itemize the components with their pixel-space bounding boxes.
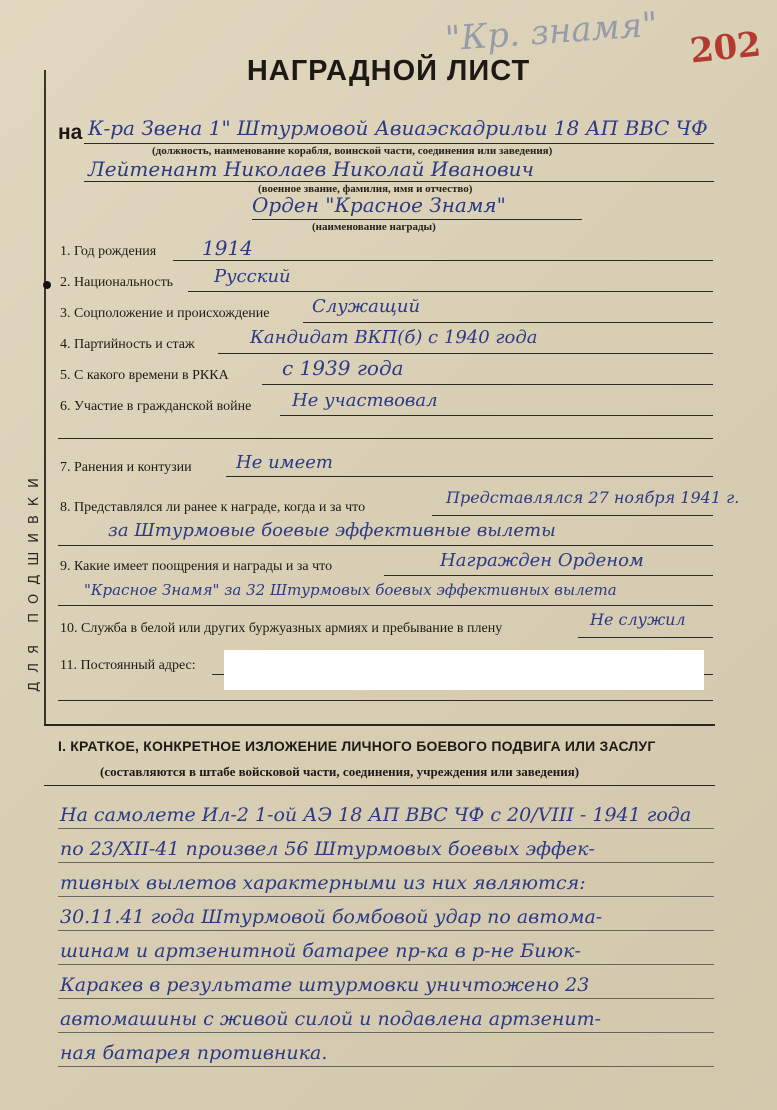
narrative-line-5: шинам и артзенитной батарее пр-ка в р-не Биюк- <box>60 940 581 962</box>
q2-label: 2. Национальность <box>60 275 174 290</box>
q10-line <box>578 637 713 638</box>
award-caption: (наименование награды) <box>312 221 436 233</box>
narrative-rule <box>58 828 714 829</box>
q11-line2 <box>58 700 713 701</box>
section-divider-bottom <box>44 785 715 786</box>
q6-line <box>280 415 713 416</box>
q8-line2 <box>58 545 713 546</box>
q2-line <box>188 291 713 292</box>
q4-answer: Кандидат ВКП(б) с 1940 года <box>250 327 538 348</box>
q9-answer: Награжден Орденом <box>440 550 644 571</box>
q11-label: 11. Постоянный адрес: <box>60 658 196 673</box>
narrative-rule <box>58 930 714 931</box>
rank-name-value: Лейтенант Николаев Николай Иванович <box>88 157 534 181</box>
binding-margin-label: ДЛЯ ПОДШИВКИ <box>26 468 42 692</box>
q7-answer: Не имеет <box>236 452 333 473</box>
q5-label: 5. С какого времени в РККА <box>60 368 229 383</box>
q1-label: 1. Год рождения <box>60 244 157 259</box>
narrative-rule <box>58 862 714 863</box>
narrative-line-2: по 23/XII-41 произвел 56 Штурмовых боевых эффек- <box>60 838 595 860</box>
narrative-rule <box>58 998 714 999</box>
q2-answer: Русский <box>214 266 291 287</box>
narrative-line-8: ная батарея противника. <box>60 1042 328 1064</box>
narrative-line-1: На самолете Ил-2 1-ой АЭ 18 АП ВВС ЧФ с 20/VIII - 1941 года <box>60 804 692 826</box>
q9-line2 <box>58 605 713 606</box>
q7-line <box>226 476 713 477</box>
narrative-line-3: тивных вылетов характерными из них являются: <box>60 872 586 894</box>
position-value: К-ра Звена 1" Штурмовой Авиаэскадрильи 18 АП ВВС ЧФ <box>88 116 708 140</box>
q5-line <box>262 384 713 385</box>
section-title: I. КРАТКОЕ, КОНКРЕТНОЕ ИЗЛОЖЕНИЕ ЛИЧНОГО БОЕВОГО ПОДВИГА ИЛИ ЗАСЛУГ <box>58 738 656 754</box>
q7-label: 7. Ранения и контузии <box>60 460 192 475</box>
q3-line <box>303 322 713 323</box>
position-caption: (должность, наименование корабля, воинской части, соединения или заведения) <box>152 145 553 157</box>
q8-answer-line2: за Штурмовые боевые эффективные вылеты <box>108 520 556 541</box>
narrative-rule <box>58 964 714 965</box>
q8-answer: Представлялся 27 ноября 1941 г. <box>446 488 740 507</box>
narrative-rule <box>58 1032 714 1033</box>
q6-label: 6. Участие в гражданской войне <box>60 399 252 414</box>
award-value: Орден "Красное Знамя" <box>252 193 506 217</box>
q4-label: 4. Партийность и стаж <box>60 337 195 352</box>
narrative-rule <box>58 896 714 897</box>
section-subtitle: (составляются в штабе войсковой части, соединения, учреждения или заведения) <box>100 764 580 779</box>
q1-line <box>173 260 713 261</box>
na-label: на <box>58 121 83 144</box>
q1-answer: 1914 <box>202 236 253 260</box>
narrative-line-4: 30.11.41 года Штурмовой бомбовой удар по автома- <box>60 906 603 928</box>
narrative-line-7: автомашины с живой силой и подавлена артзенит- <box>60 1008 602 1030</box>
section-divider-top <box>44 724 715 726</box>
q3-label: 3. Соцположение и происхождение <box>60 306 270 321</box>
q6-extra-line <box>58 438 713 439</box>
q9-answer-line2: "Красное Знамя" за 32 Штурмовых боевых эффективных вылета <box>84 581 617 599</box>
q8-line <box>432 515 713 516</box>
q10-answer: Не служил <box>590 610 686 629</box>
rank-name-caption: (военное звание, фамилия, имя и отчество) <box>258 183 473 195</box>
award-line <box>252 219 582 220</box>
stamp-mark: "Кр. знамя" <box>443 4 660 60</box>
q9-line <box>384 575 713 576</box>
q6-answer: Не участвовал <box>292 390 438 411</box>
margin-dot <box>43 281 51 289</box>
q3-answer: Служащий <box>312 296 421 317</box>
narrative-rule <box>58 1066 714 1067</box>
q10-label: 10. Служба в белой или других буржуазных армиях и пребывание в плену <box>60 621 503 636</box>
rank-name-line <box>84 181 714 182</box>
registration-number: 202 <box>688 24 763 72</box>
page-title: НАГРАДНОЙ ЛИСТ <box>246 55 531 87</box>
q9-label: 9. Какие имеет поощрения и награды и за что <box>60 559 333 574</box>
q5-answer: с 1939 года <box>282 356 404 380</box>
position-line <box>84 143 714 144</box>
narrative-line-6: Каракев в результате штурмовки уничтожено 23 <box>60 974 590 996</box>
q4-line <box>218 353 713 354</box>
q8-label: 8. Представлялся ли ранее к награде, когда и за что <box>60 500 366 515</box>
redacted-address <box>224 650 704 690</box>
